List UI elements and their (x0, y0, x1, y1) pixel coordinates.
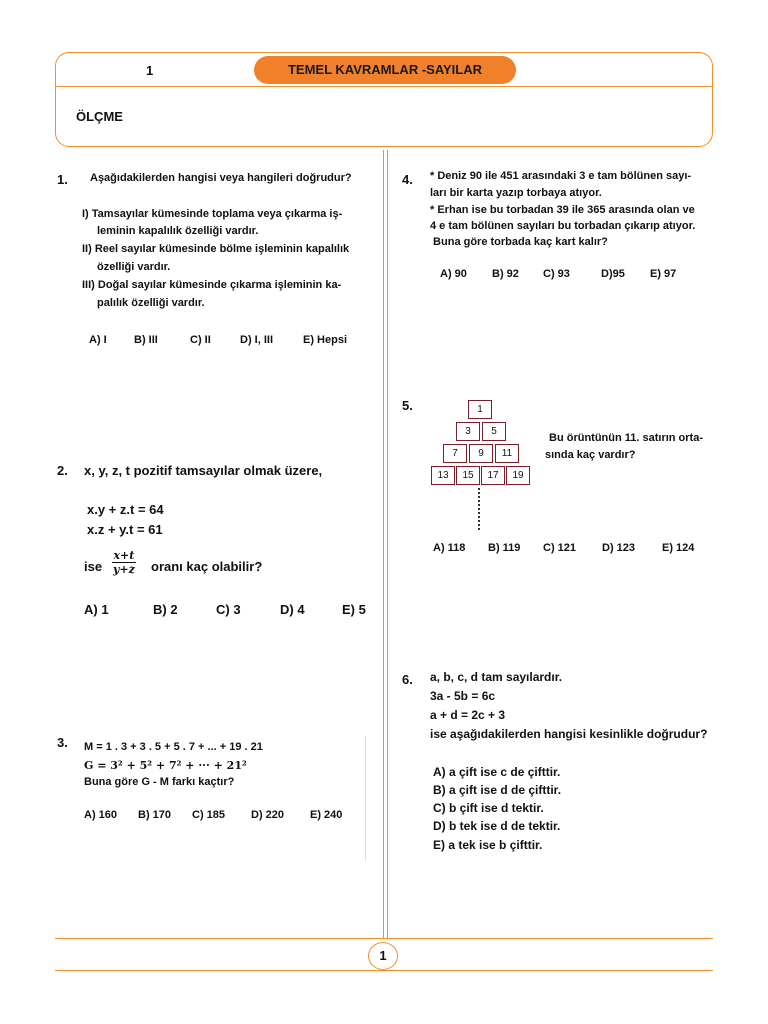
q4-line: 4 e tam bölünen sayıları bu torbadan çıkarıp atıyor. (430, 220, 696, 232)
pyramid-cell: 13 (431, 466, 455, 485)
q4-line: Buna göre torbada kaç kart kalır? (430, 236, 608, 248)
q1-line: palılık özelliği vardır. (97, 297, 205, 309)
q3-option-c[interactable]: C) 185 (192, 809, 226, 821)
q2-eq1: x.y + z.t = 64 (87, 502, 164, 517)
q6-question: ise aşağıdakilerden hangisi kesinlikle doğrudur? (430, 727, 708, 741)
subject-label: ÖLÇME (76, 109, 123, 124)
q1-option-c[interactable]: C) II (190, 334, 211, 346)
q4-line: ları bir karta yazıp torbaya atıyor. (430, 187, 602, 199)
q1-number: 1. (57, 172, 68, 187)
q6-option-b[interactable]: B) a çift ise d de çifttir. (433, 783, 562, 797)
q1-stem: Aşağıdakilerden hangisi veya hangileri doğrudur? (90, 172, 352, 184)
pyramid-cell: 9 (469, 444, 493, 463)
q2-fraction (111, 549, 137, 576)
q4-option-a[interactable]: A) 90 (440, 268, 467, 280)
pyramid-cell: 19 (506, 466, 530, 485)
header-box (55, 52, 713, 147)
q2-option-b[interactable]: B) 2 (153, 602, 178, 617)
q1-line: III) Doğal sayılar kümesinde çıkarma işleminin ka- (82, 279, 342, 291)
footer-page-number: 1 (368, 942, 398, 970)
q1-option-a[interactable]: A) I (89, 334, 107, 346)
q6-number: 6. (402, 672, 413, 687)
header-divider (56, 86, 712, 87)
q4-number: 4. (402, 172, 413, 187)
q1-option-d[interactable]: D) I, III (240, 334, 273, 346)
q1-option-b[interactable]: B) III (134, 334, 158, 346)
q3-side-line (365, 736, 366, 861)
q1-line: özelliği vardır. (97, 261, 171, 273)
q5-option-e[interactable]: E) 124 (662, 542, 695, 554)
q5-option-a[interactable]: A) 118 (433, 542, 466, 554)
q4-option-b[interactable]: B) 92 (492, 268, 519, 280)
q5-question-line2: sında kaç vardır? (545, 449, 636, 461)
q2-option-c[interactable]: C) 3 (216, 602, 241, 617)
pyramid-cell: 17 (481, 466, 505, 485)
q6-stem: a, b, c, d tam sayılardır. (430, 670, 563, 684)
q1-option-e[interactable]: E) Hepsi (303, 334, 348, 346)
q2-eq2: x.z + y.t = 61 (87, 522, 163, 537)
q6-eq2: a + d = 2c + 3 (430, 708, 506, 722)
q5-option-b[interactable]: B) 119 (488, 542, 521, 554)
q4-line: * Erhan ise bu torbadan 39 ile 365 arasında olan ve (430, 204, 695, 216)
q4-line: * Deniz 90 ile 451 arasındaki 3 e tam bölünen sayı- (430, 170, 692, 182)
pyramid-cell: 1 (468, 400, 492, 419)
q6-option-d[interactable]: D) b tek ise d de tektir. (433, 819, 561, 833)
q3-number: 3. (57, 735, 68, 750)
column-divider-inner (387, 150, 388, 938)
q2-fraction-numerator: x+t (113, 549, 135, 562)
q5-option-c[interactable]: C) 121 (543, 542, 577, 554)
pyramid-cell: 3 (456, 422, 480, 441)
q1-line: I) Tamsayılar kümesinde toplama veya çıkarma iş- (82, 208, 343, 220)
q2-fraction-denominator: y+z (113, 563, 135, 576)
q3-line2: G = 3² + 5² + 7² + ··· + 21² (84, 759, 247, 772)
q2-option-a[interactable]: A) 1 (84, 602, 109, 617)
q2-question: oranı kaç olabilir? (151, 559, 263, 574)
q4-option-e[interactable]: E) 97 (650, 268, 677, 280)
q3-option-b[interactable]: B) 170 (138, 809, 172, 821)
q2-ise: ise (84, 559, 103, 574)
q4-option-c[interactable]: C) 93 (543, 268, 570, 280)
q3-option-a[interactable]: A) 160 (84, 809, 118, 821)
q6-eq1: 3a - 5b = 6c (430, 689, 496, 703)
pyramid-cell: 5 (482, 422, 506, 441)
q2-number: 2. (57, 463, 68, 478)
q5-question-line1: Bu örüntünün 11. satırın orta- (549, 432, 704, 444)
q5-option-d[interactable]: D) 123 (602, 542, 636, 554)
q3-line3: Buna göre G - M farkı kaçtır? (84, 776, 235, 788)
pyramid-cell: 7 (443, 444, 467, 463)
pyramid-cell: 11 (495, 444, 519, 463)
q2-stem: x, y, z, t pozitif tamsayılar olmak üzere, (84, 463, 323, 478)
pyramid-continuation-dots (478, 488, 480, 530)
header-page-number: 1 (146, 63, 154, 78)
q3-line1: M = 1 . 3 + 3 . 5 + 5 . 7 + ... + 19 . 21 (84, 741, 263, 753)
q3-option-e[interactable]: E) 240 (310, 809, 343, 821)
q6-option-a[interactable]: A) a çift ise c de çifttir. (433, 765, 561, 779)
column-divider (383, 150, 384, 938)
footer-line-top (55, 938, 713, 939)
q1-line: II) Reel sayılar kümesinde bölme işleminin kapalılık (82, 243, 350, 255)
pyramid-cell: 15 (456, 466, 480, 485)
q4-option-d[interactable]: D)95 (601, 268, 625, 280)
q2-option-d[interactable]: D) 4 (280, 602, 305, 617)
page-title: TEMEL KAVRAMLAR -SAYILAR (254, 56, 516, 84)
footer-line-bottom (55, 970, 713, 971)
q2-option-e[interactable]: E) 5 (342, 602, 366, 617)
q6-option-e[interactable]: E) a tek ise b çifttir. (433, 838, 543, 852)
q6-option-c[interactable]: C) b çift ise d tektir. (433, 801, 544, 815)
q5-number: 5. (402, 398, 413, 413)
q3-option-d[interactable]: D) 220 (251, 809, 285, 821)
q1-line: leminin kapalılık özelliği vardır. (97, 225, 259, 237)
